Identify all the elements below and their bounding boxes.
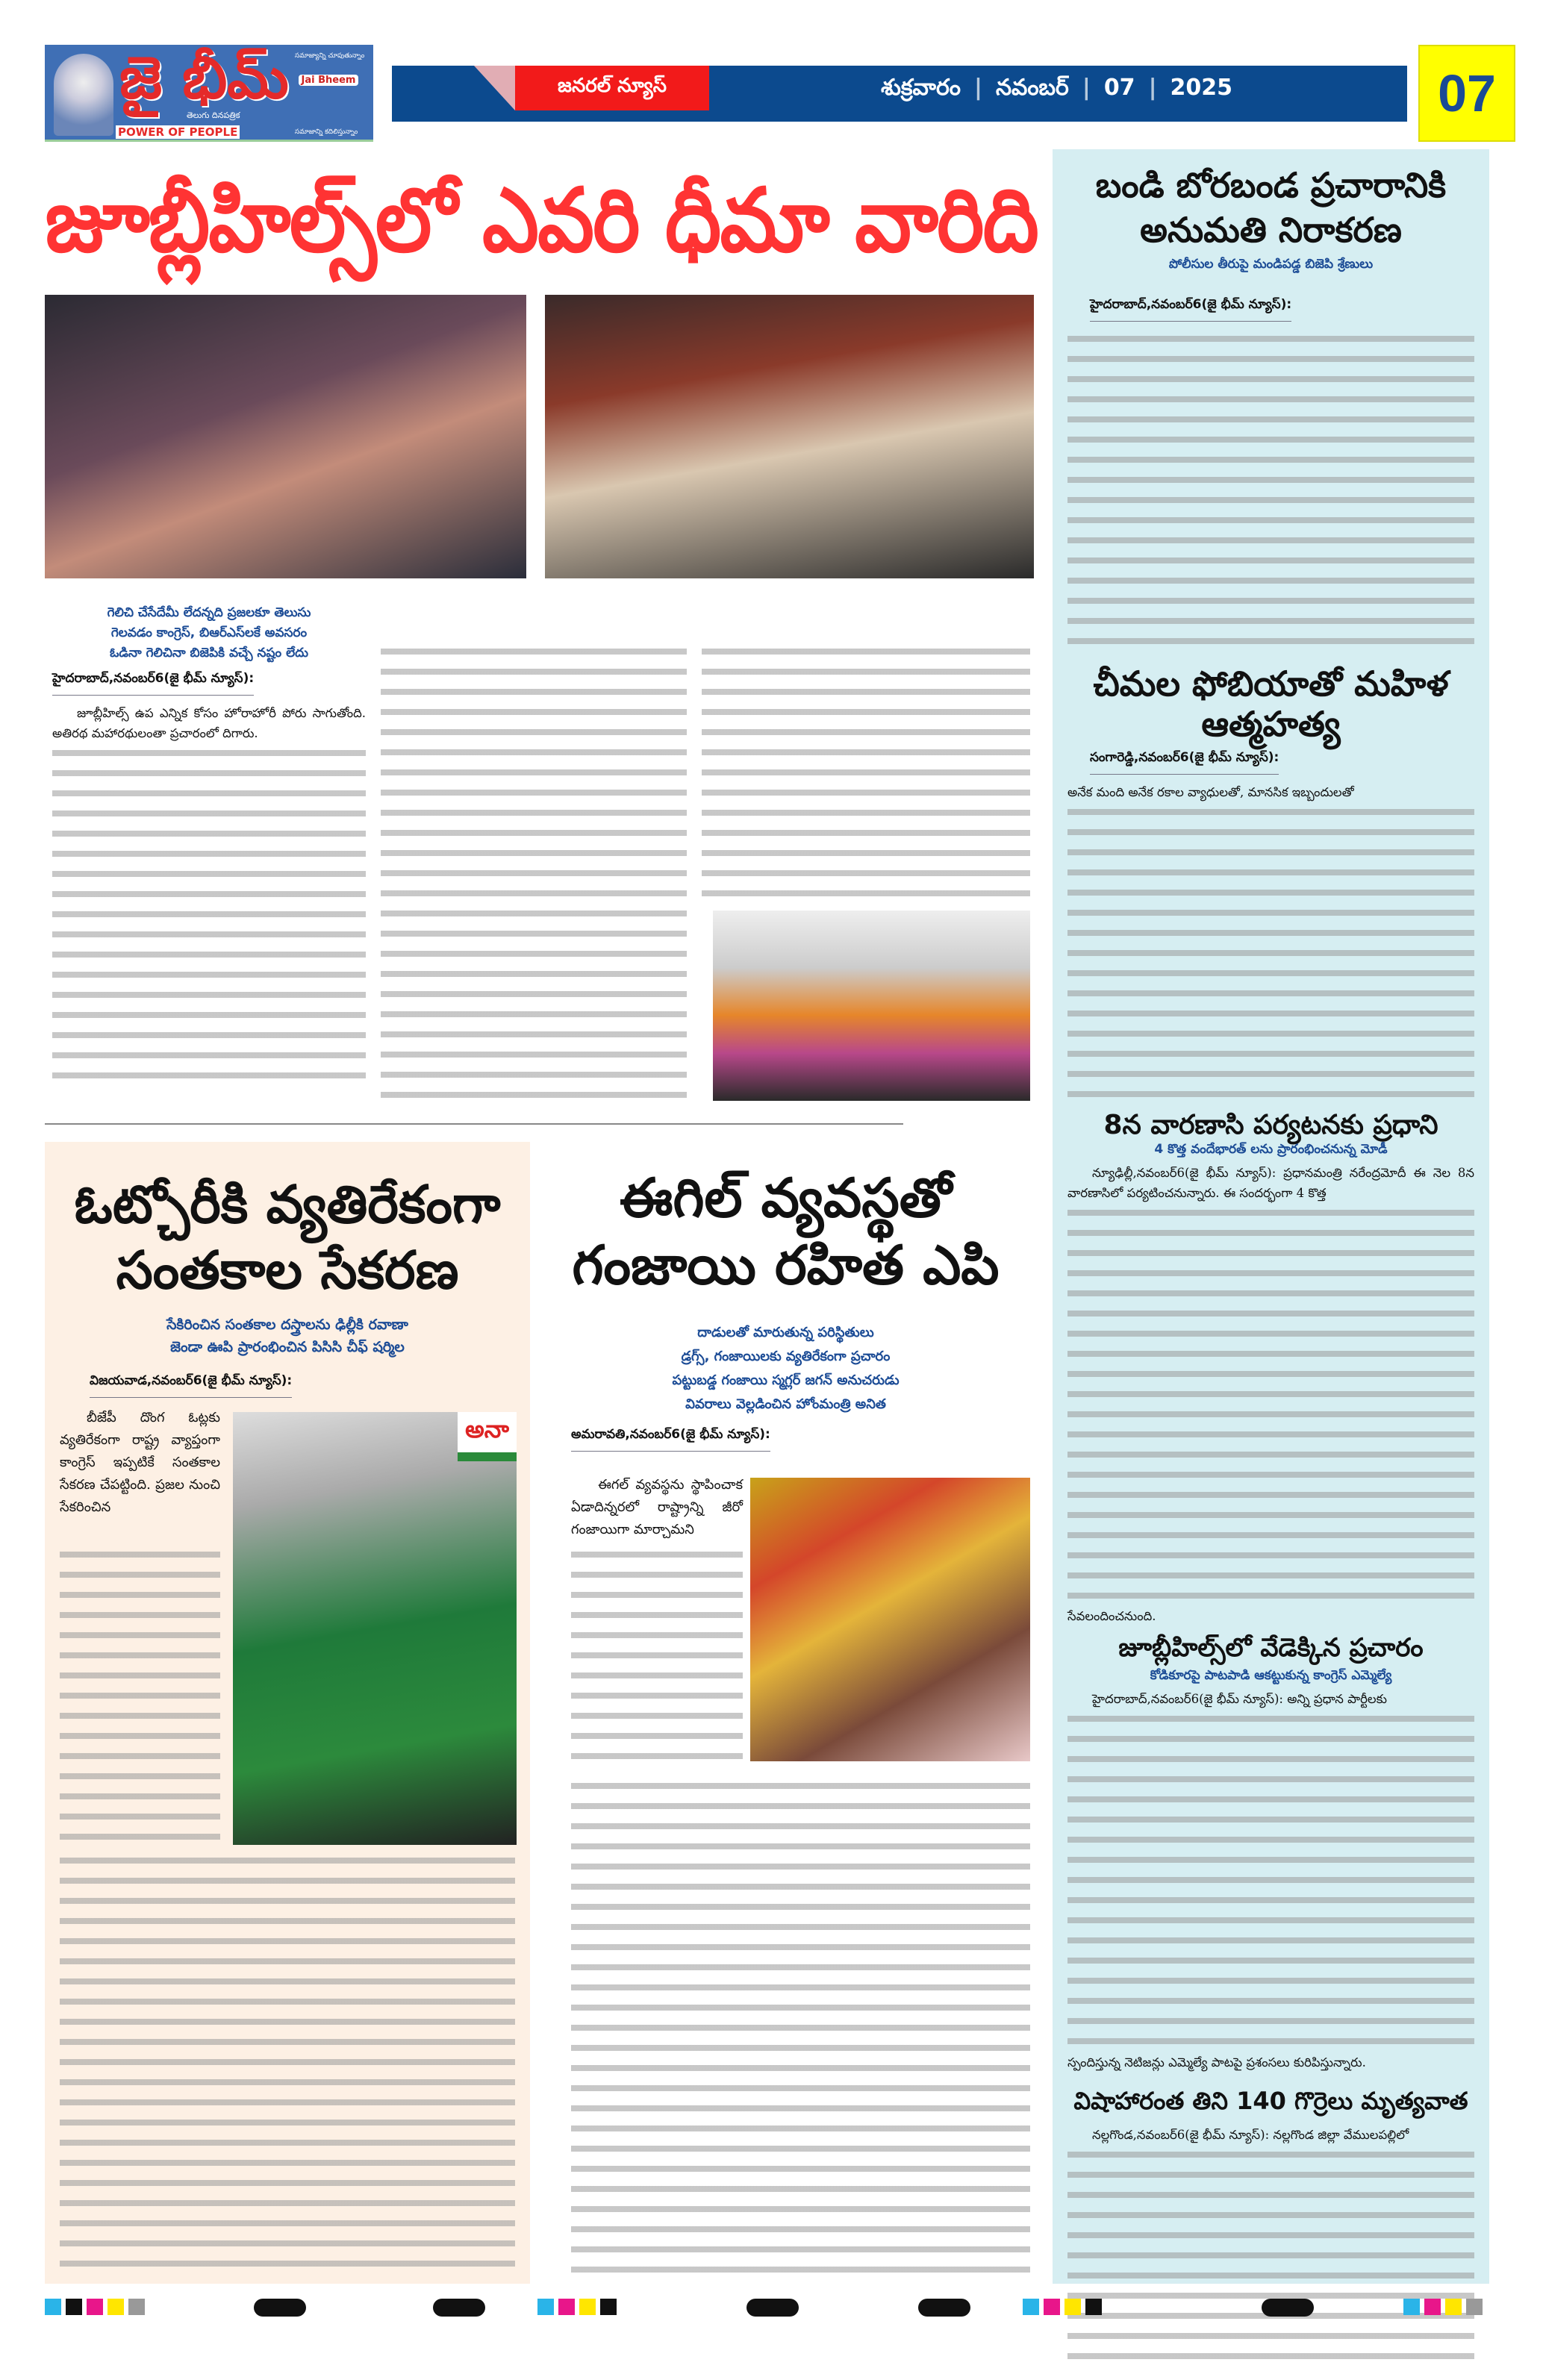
logo-power: POWER OF PEOPLE [116, 125, 240, 139]
s3-body: న్యూఢిల్లీ,నవంబర్6(జై భీమ్ న్యూస్): ప్రధానమంత్రి నరేంద్రమోదీ ఈ నెల 8న వారణాసిలో పర్యటించనున్నారు. ఈ సందర్భంగా 4 కొత్త [1067, 1166, 1474, 1200]
signatures-body-wrap [60, 1545, 220, 1843]
registration-bar [746, 2299, 799, 2317]
eagle-body-wrap [571, 1545, 743, 1769]
lead-photo-confetti [545, 295, 1034, 578]
s5-body: నల్లగొండ,నవంబర్6(జై భీమ్ న్యూస్): నల్లగొండ జిల్లా వేములపల్లిలో [1092, 2128, 1409, 2142]
logo-tagline: తెలుగు దినపత్రిక [187, 110, 240, 120]
eagle-sub-1: దాడులతో మారుతున్న పరిస్థితులు [697, 1325, 874, 1340]
issue-date: శుక్రవారం | నవంబర్ | 07 | 2025 [881, 75, 1232, 106]
eagle-dateline: అమరావతి,నవంబర్6(జై భీమ్ న్యూస్): [571, 1427, 770, 1452]
registration-bar [1262, 2299, 1314, 2317]
lead-column-3 [702, 642, 1030, 899]
registration-bar [433, 2299, 485, 2317]
eagle-sub-4: వివరాలు వెల్లడించిన హోంమంత్రి అనిత [685, 1396, 886, 1412]
section-divider [45, 1123, 903, 1125]
s3-body-continued [1067, 1203, 1474, 1606]
signatures-sub-1: సేకిరించిన సంతకాల దస్త్రాలను ఢిల్లీకి రవాణా [166, 1317, 408, 1333]
date-day: శుక్రవారం [881, 75, 961, 101]
lead-headline-area [45, 153, 1038, 287]
s2-body-continued [1067, 802, 1474, 1105]
s1-dateline: హైదరాబాద్,నవంబర్6(జై భీమ్ న్యూస్): [1090, 297, 1291, 322]
s1-headline: బండి బోరబండ ప్రచారానికి అనుమతి నిరాకరణ [1095, 165, 1447, 250]
lead-body: జూబ్లీహిల్స్ ఉప ఎన్నిక కోసం హోరాహోరీ పోరు సాగుతోంది. అతిరథ మహారథులంతా ప్రచారంలో దిగారు. [52, 706, 366, 740]
signatures-headline: ఓట్చోరీకి వ్యతిరేకంగా సంతకాల సేకరణ [74, 1174, 501, 1301]
registration-bar [254, 2299, 306, 2317]
lead-column-1 [52, 603, 366, 1087]
s4-body: హైదరాబాద్,నవంబర్6(జై భీమ్ న్యూస్): అన్ని ప్రధాన పార్టీలకు [1092, 1692, 1387, 1706]
eagle-body: ఈగల్ వ్యవస్థను స్థాపించాక ఏడాదిన్నరలో రాష్ట్రాన్ని జీరో గంజాయిగా మార్చామని [571, 1477, 743, 1537]
lead-dateline: హైదరాబాద్,నవంబర్6(జై భీమ్ న్యూస్): [52, 671, 254, 696]
signatures-dateline: విజయవాడ,నవంబర్6(జై భీమ్ న్యూస్): [90, 1373, 292, 1398]
lead-sub-1: గెలిచి చేసేదేమీ లేదన్నది ప్రజలకూ తెలుసు [107, 605, 311, 620]
sharmila-photo [233, 1412, 517, 1845]
ambedkar-portrait [54, 54, 113, 136]
color-registration-marks [537, 2299, 617, 2315]
bjp-stage-photo [713, 911, 1030, 1101]
masthead-logo [45, 45, 373, 142]
section-accent [459, 66, 515, 110]
page-number: 07 [1418, 45, 1515, 142]
s4-headline: జూబ్లీహిల్స్‌లో వేడెక్కిన ప్రచారం [1118, 1633, 1424, 1663]
s2-headline: చీమల ఫోబియాతో మహిళ ఆత్మహత్య [1093, 663, 1449, 744]
s1-sub: పోలీసుల తీరుపై మండిపడ్డ బిజెపి శ్రేణులు [1168, 257, 1374, 272]
s5-body-continued [1067, 2145, 1474, 2369]
signatures-sub-2: జెండా ఊపి ప్రారంభించిన పిసిసి చీఫ్ షర్మిల [170, 1339, 405, 1355]
lead-sub-3: ఓడినా గెలిచినా బిజెపికి వచ్చే నష్టం లేదు [109, 646, 309, 660]
eagle-body-full [571, 1776, 1030, 2284]
signatures-story [45, 1142, 530, 2284]
date-year: 2025 [1170, 75, 1233, 101]
s3-sub: 4 కొత్త వందేభారత్ లను ప్రారంభించనున్న మోడీ [1154, 1142, 1388, 1157]
logo-tag-top: సమాజ్యాన్ని చూపుతున్నాం [295, 52, 365, 60]
s1-body [1067, 329, 1474, 650]
s2-dateline: సంగారెడ్డి,నవంబర్6(జై భీమ్ న్యూస్): [1090, 750, 1279, 775]
section-label: జనరల్ న్యూస్ [515, 66, 709, 110]
date-month: నవంబర్ [995, 75, 1069, 101]
signatures-body: బీజేపీ దొంగ ఓట్లకు వ్యతిరేకంగా రాష్ట్ర వ్యాప్తంగా కాంగ్రెస్ ఇప్పటికే సంతకాల సేకరణ చేపట్టింది. ప్రజల నుంచి సేకరించిన [60, 1410, 220, 1515]
s3-headline: 8న వారణాసి పర్యటనకు ప్రధాని [1103, 1110, 1438, 1140]
s5-headline: విషాహారంత తిని 140 గొర్రెలు మృత్యవాత [1073, 2087, 1468, 2115]
s4-sub: కోడికూరపై పాటపాడి ఆకట్టుకున్న కాంగ్రెస్ ఎమ్మెల్యే [1150, 1668, 1392, 1683]
placard: అనా [458, 1412, 517, 1461]
eagle-sub-3: పట్టుబడ్డ గంజాయి స్మగ్లర్ జగన్ అనుచరుడు [672, 1372, 900, 1388]
lead-column-2 [381, 642, 687, 1105]
lead-photo-rally [45, 295, 526, 578]
tv-logo: Jai Bheem [299, 75, 358, 86]
anitha-photo [750, 1478, 1030, 1761]
s4-end: స్పందిస్తున్న నెటిజన్లు ఎమ్మెల్యే పాటపై ప్రశంసలు కురిపిస్తున్నారు. [1067, 2055, 1366, 2070]
s2-body: అనేక మంది అనేక రకాల వ్యాధులతో, మానసిక ఇబ్బందులతో [1067, 785, 1354, 799]
signatures-body-full [60, 1851, 515, 2269]
s4-body-continued [1067, 1709, 1474, 2052]
s3-end: సేవలందించనుంది. [1067, 1609, 1156, 1623]
eagle-story [537, 1149, 1034, 1537]
lead-headline: జూబ్లీహిల్స్‌లో ఎవరి ధీమా వారిది [45, 169, 1038, 272]
registration-bar [918, 2299, 970, 2317]
sidebar [1053, 149, 1489, 2284]
logo-title: జై భీమ్ [119, 45, 289, 112]
logo-tag-bottom: సమాజాన్ని కదిలిస్తున్నాం [295, 128, 358, 136]
eagle-headline: ఈగిల్ వ్యవస్థతో గంజాయి రహిత ఎపి [572, 1166, 1000, 1296]
lead-body-continued [52, 743, 366, 1087]
date-date: 07 [1103, 75, 1135, 101]
color-registration-marks [1023, 2299, 1102, 2315]
color-registration-marks [45, 2299, 145, 2315]
lead-sub-2: గెలవడం కాంగ్రెస్, బిఆర్ఎస్‌లకే అవసరం [110, 625, 308, 640]
color-registration-marks [1403, 2299, 1483, 2315]
eagle-sub-2: డ్రగ్స్, గంజాయిలకు వ్యతిరేకంగా ప్రచారం [681, 1349, 891, 1364]
